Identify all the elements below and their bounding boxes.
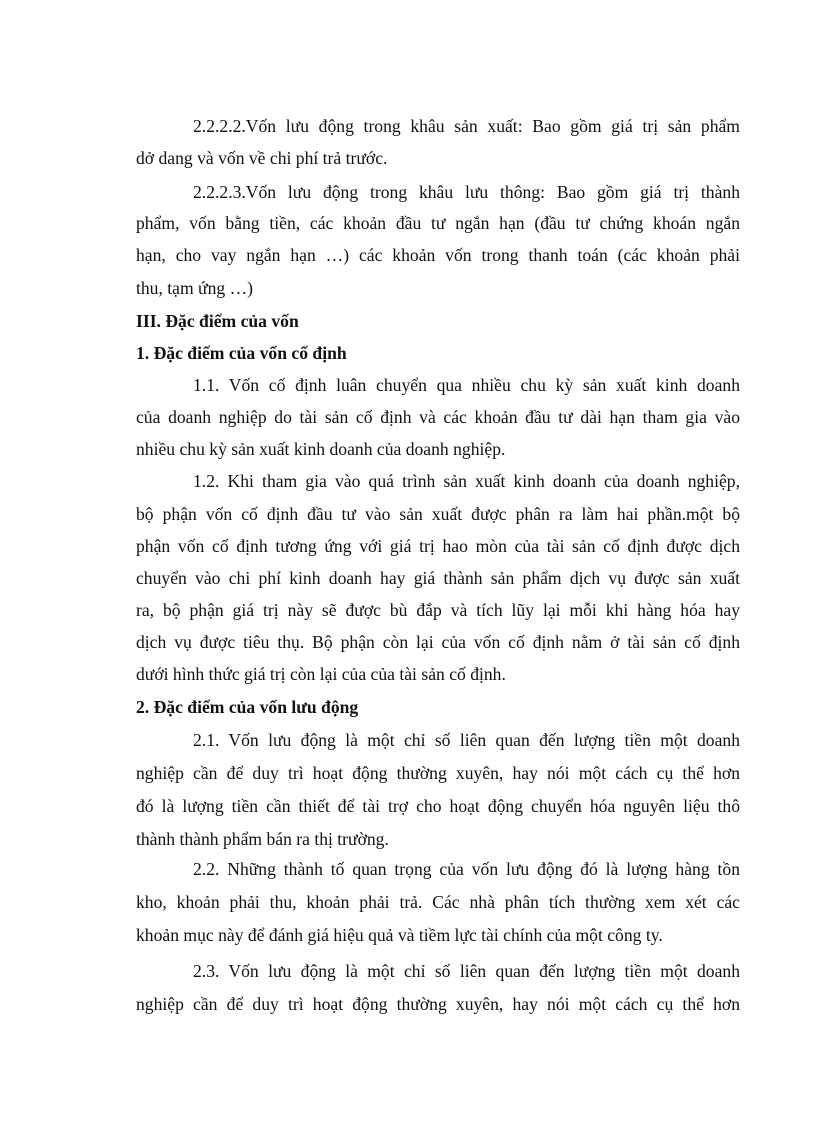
paragraph-line: 2.1. Vốn lưu động là một chỉ số liên quan đến lượng tiền một doanh [193, 730, 740, 750]
paragraph-line: phẩm, vốn bằng tiền, các khoản đầu tư ngắn hạn (đầu tư chứng khoán ngắn [136, 213, 740, 233]
paragraph-line: ra, bộ phận giá trị này sẽ được bù đắp và tích lũy lại mỗi khi hàng hóa hay [136, 600, 740, 620]
paragraph-line: chuyển vào chi phí kinh doanh hay giá thành sản phẩm dịch vụ được sản xuất [136, 568, 740, 588]
paragraph-line: hạn, cho vay ngắn hạn …) các khoản vốn trong thanh toán (các khoản phải [136, 245, 740, 265]
paragraph-line: của doanh nghiệp do tài sản cố định và các khoản đầu tư dài hạn tham gia vào [136, 407, 740, 427]
paragraph-line: kho, khoản phải thu, khoản phải trả. Các nhà phân tích thường xem xét các [136, 892, 740, 912]
paragraph-line: dịch vụ được tiêu thụ. Bộ phận còn lại của vốn cố định nằm ở tài sản cố định [136, 632, 740, 652]
paragraph-line: 2.2.2.3.Vốn lưu động trong khâu lưu thông: Bao gồm giá trị thành [193, 182, 740, 202]
paragraph-line: nghiệp cần để duy trì hoạt động thường xuyên, hay nói một cách cụ thể hơn [136, 763, 740, 783]
paragraph-line: khoản mục này để đánh giá hiệu quả và tiềm lực tài chính của một công ty. [136, 925, 663, 945]
paragraph-line: đó là lượng tiền cần thiết để tài trợ cho hoạt động chuyển hóa nguyên liệu thô [136, 796, 740, 816]
paragraph-line: nghiệp cần để duy trì hoạt động thường xuyên, hay nói một cách cụ thể hơn [136, 994, 740, 1014]
subsection-heading: 2. Đặc điểm của vốn lưu động [136, 697, 359, 717]
paragraph-line: thành thành phẩm bán ra thị trường. [136, 829, 389, 849]
subsection-heading: 1. Đặc điểm của vốn cố định [136, 343, 347, 363]
paragraph-line: dưới hình thức giá trị còn lại của của tài sản cố định. [136, 664, 506, 684]
paragraph-line: 2.2.2.2.Vốn lưu động trong khâu sản xuất: Bao gồm giá trị sản phẩm [193, 116, 740, 136]
paragraph-line: nhiều chu kỳ sản xuất kinh doanh của doanh nghiệp. [136, 439, 506, 459]
paragraph-line: thu, tạm ứng …) [136, 278, 254, 298]
paragraph-line: dở dang và vốn về chi phí trả trước. [136, 148, 388, 168]
section-heading: III. Đặc điểm của vốn [136, 311, 299, 331]
paragraph-line: bộ phận vốn cố định đầu tư vào sản xuất được phân ra làm hai phần.một bộ [136, 504, 740, 524]
paragraph-line: 2.2. Những thành tố quan trọng của vốn lưu động đó là lượng hàng tồn [193, 859, 740, 879]
paragraph-line: 1.2. Khi tham gia vào quá trình sản xuất kinh doanh của doanh nghiệp, [193, 471, 740, 491]
paragraph-line: 2.3. Vốn lưu động là một chỉ số liên quan đến lượng tiền một doanh [193, 961, 740, 981]
paragraph-line: phận vốn cố định tương ứng với giá trị hao mòn của tài sản cố định được dịch [136, 536, 740, 556]
paragraph-line: 1.1. Vốn cố định luân chuyển qua nhiều chu kỳ sản xuất kinh doanh [193, 375, 740, 395]
